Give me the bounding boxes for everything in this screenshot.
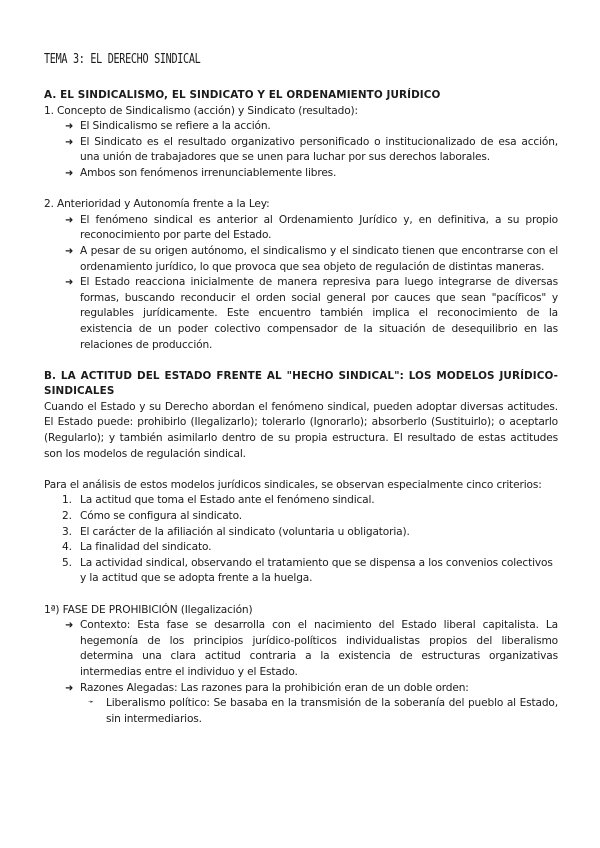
criteria-list (44, 493, 558, 587)
list-item: ➛ Liberalismo político: Se basaba en la transmisión de la soberanía del pueblo al Estado, sin intermediarios. (88, 697, 558, 725)
list-item: ➜ El Estado reacciona inicialmente de manera represiva para luego integrarse de diversas formas, buscando reconducir el orden social general por cauces que sean "pacíficos" y regulables jurídicamente. Este encuentro también implica el reconocimiento de la existencia de un poder colectivo compensador de la situación de desequilibrio en las relaciones de producción. (65, 276, 558, 351)
arrow-icon: ➜ (65, 121, 74, 133)
list-item: ➜ Razones Alegadas: Las razones para la prohibición eran de un doble orden: ➛ Liberalismo político: Se basaba en la transmisión de la soberanía del pueblo al Estado, sin intermediarios. (80, 681, 558, 728)
list-item: ➜ Ambos son fenómenos irrenunciablemente libres. (80, 166, 558, 182)
list-item: 3. El carácter de la afiliación al sindicato (voluntaria u obligatoria). (62, 525, 410, 538)
arrow-icon: ➜ (65, 136, 74, 148)
item-2-label: 2. Anterioridad y Autonomía frente a la Ley: (44, 198, 270, 211)
list-item: ➜ El Sindicalismo se refiere a la acción. (80, 119, 558, 135)
item-1-label: 1. Concepto de Sindicalismo (acción) y Sindicato (resultado): (44, 104, 358, 117)
page-title: TEMA 3: EL DERECHO SINDICAL (44, 52, 201, 67)
item-2-bullets (44, 213, 558, 353)
list-item: 2. Cómo se configura al sindicato. (62, 510, 242, 523)
section-a-heading: A. EL SINDICALISMO, EL SINDICATO Y EL ORDENAMIENTO JURÍDICO (44, 89, 441, 101)
arrow-icon: ➜ (65, 620, 74, 632)
arrow-icon: ➜ (65, 167, 74, 179)
phase-1-label: 1ª) FASE DE PROHIBICIÓN (Ilegalización) (44, 603, 253, 616)
razones-sublist (80, 696, 558, 727)
phase-1-bullets (44, 618, 558, 727)
arrow-icon: ➜ (65, 682, 74, 694)
list-item: ➜ El fenómeno sindical es anterior al Ordenamiento Jurídico y, en definitiva, a su propio reconocimiento por parte del Estado. (65, 213, 558, 242)
list-item: 4. La finalidad del sindicato. (62, 541, 212, 554)
section-b-intro: Cuando el Estado y su Derecho abordan el fenómeno sindical, pueden adoptar diversas actitudes. El Estado puede: prohibirlo (Ilegalizarlo); tolerarlo (Ignorarlo); absorberlo (Sustituirlo); o aceptarlo (Regularlo); y también asimilarlo dentro de su propia estructura. El resultado de estas actitudes son los modelos de regulación sindical. (44, 400, 558, 460)
list-item: ➜ A pesar de su origen autónomo, el sindicalismo y el sindicato tienen que encontrarse con el ordenamiento jurídico, lo que provoca que sea objeto de regulación de distintas maneras. (65, 244, 558, 273)
list-item: 5. La actividad sindical, observando el tratamiento que se dispensa a los convenios colectivos y la actitud que se adopta frente a la huelga. (62, 556, 553, 585)
arrow-icon: ➜ (65, 245, 74, 257)
criteria-intro: Para el análisis de estos modelos jurídicos sindicales, se observan especialmente cinco criterios: (44, 478, 542, 491)
section-b-heading: B. LA ACTITUD DEL ESTADO FRENTE AL "HECHO SINDICAL": LOS MODELOS JURÍDICO-SINDICALES (44, 369, 558, 398)
document-body (44, 88, 558, 727)
item-1-bullets (44, 119, 558, 181)
list-item: ➜ El Sindicato es el resultado organizativo personificado o institucionalizado de esa acción, una unión de trabajadores que se unen para luchar por sus derechos laborales. (65, 135, 558, 164)
small-arrow-icon: ➛ (88, 698, 94, 707)
list-item: ➜ Contexto: Esta fase se desarrolla con el nacimiento del Estado liberal capitalista. La hegemonía de los principios jurídico-políticos individualistas propios del liberalismo determina una clara actitud contraria a la existencia de estructuras organizativas intermedias entre el individuo y el Estado. (65, 619, 558, 678)
arrow-icon: ➜ (65, 277, 74, 289)
arrow-icon: ➜ (65, 214, 74, 226)
list-item: 1. La actitud que toma el Estado ante el fenómeno sindical. (62, 494, 375, 507)
